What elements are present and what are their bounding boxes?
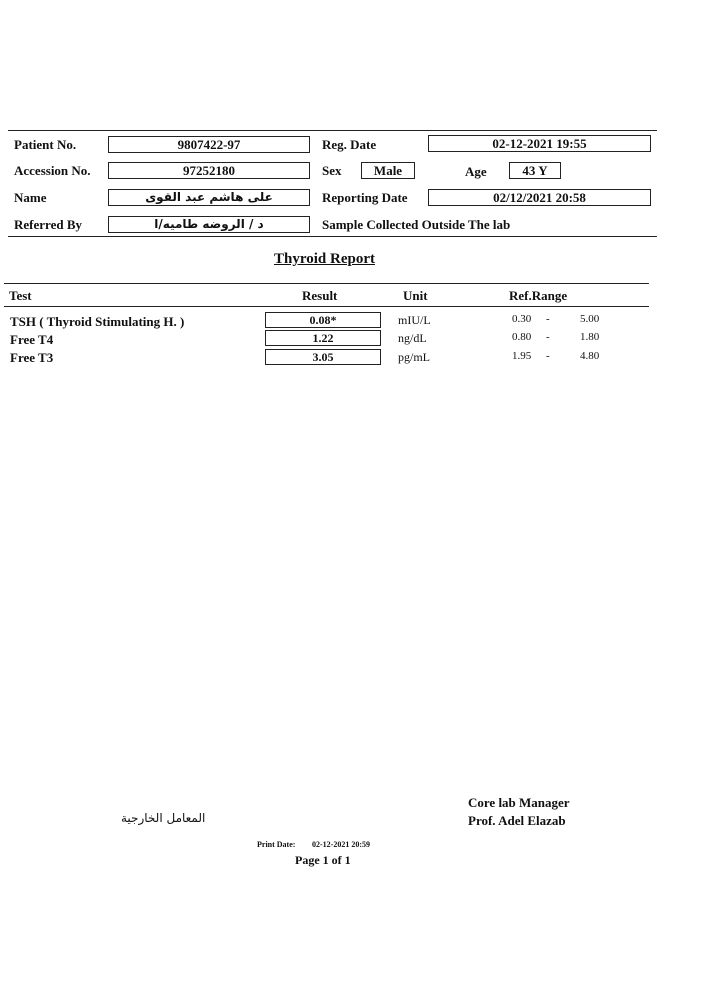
test-name-free-t4: Free T4 xyxy=(10,332,54,347)
ref-low-free-t4: 0.80 xyxy=(512,331,532,343)
col-header-result: Result xyxy=(302,288,338,303)
print-date-label: Print Date: xyxy=(257,840,296,849)
unit-free-t3: pg/mL xyxy=(398,350,430,364)
manager-title: Core lab Manager xyxy=(468,795,570,810)
reg-date-value: 02-12-2021 19:55 xyxy=(428,135,651,152)
header-top-rule xyxy=(8,130,657,131)
referred-by-value: د / الروضه طاميه/ا xyxy=(108,216,310,233)
result-free-t3: 3.05 xyxy=(265,349,381,365)
ref-dash-free-t4: - xyxy=(546,331,550,343)
referred-by-label: Referred By xyxy=(14,217,82,232)
ref-high-tsh: 5.00 xyxy=(580,313,600,325)
outside-labs-label: المعامل الخارجية xyxy=(121,811,206,825)
result-tsh: 0.08* xyxy=(265,312,381,328)
patient-name-value: على هاشم عبد القوى xyxy=(108,189,310,206)
age-value: 43 Y xyxy=(509,162,561,179)
ref-dash-free-t3: - xyxy=(546,350,550,362)
ref-low-tsh: 0.30 xyxy=(512,313,532,325)
ref-low-free-t3: 1.95 xyxy=(512,350,532,362)
table-header-bottom-rule xyxy=(4,306,649,307)
manager-name: Prof. Adel Elazab xyxy=(468,813,566,828)
test-name-tsh: TSH ( Thyroid Stimulating H. ) xyxy=(10,314,185,329)
print-date-value: 02-12-2021 20:59 xyxy=(312,840,370,849)
accession-no-label: Accession No. xyxy=(14,163,91,178)
header-bottom-rule xyxy=(8,236,657,237)
ref-high-free-t3: 4.80 xyxy=(580,350,600,362)
name-label: Name xyxy=(14,190,47,205)
reg-date-label: Reg. Date xyxy=(322,137,377,152)
ref-dash-tsh: - xyxy=(546,313,550,325)
patient-no-label: Patient No. xyxy=(14,137,77,152)
col-header-ref-range: Ref.Range xyxy=(509,288,568,303)
unit-tsh: mIU/L xyxy=(398,313,431,327)
sex-value: Male xyxy=(361,162,415,179)
sex-label: Sex xyxy=(322,163,342,178)
report-title: Thyroid Report xyxy=(274,251,375,267)
table-header-top-rule xyxy=(4,283,649,284)
ref-high-free-t4: 1.80 xyxy=(580,331,600,343)
reporting-date-label: Reporting Date xyxy=(322,190,408,205)
unit-free-t4: ng/dL xyxy=(398,331,427,345)
col-header-test: Test xyxy=(9,288,32,303)
col-header-unit: Unit xyxy=(403,288,428,303)
reporting-date-value: 02/12/2021 20:58 xyxy=(428,189,651,206)
sample-note: Sample Collected Outside The lab xyxy=(322,217,511,232)
test-name-free-t3: Free T3 xyxy=(10,350,54,365)
patient-no-value: 9807422-97 xyxy=(108,136,310,153)
accession-no-value: 97252180 xyxy=(108,162,310,179)
age-label: Age xyxy=(465,164,487,179)
page-indicator: Page 1 of 1 xyxy=(295,853,351,867)
result-free-t4: 1.22 xyxy=(265,330,381,346)
